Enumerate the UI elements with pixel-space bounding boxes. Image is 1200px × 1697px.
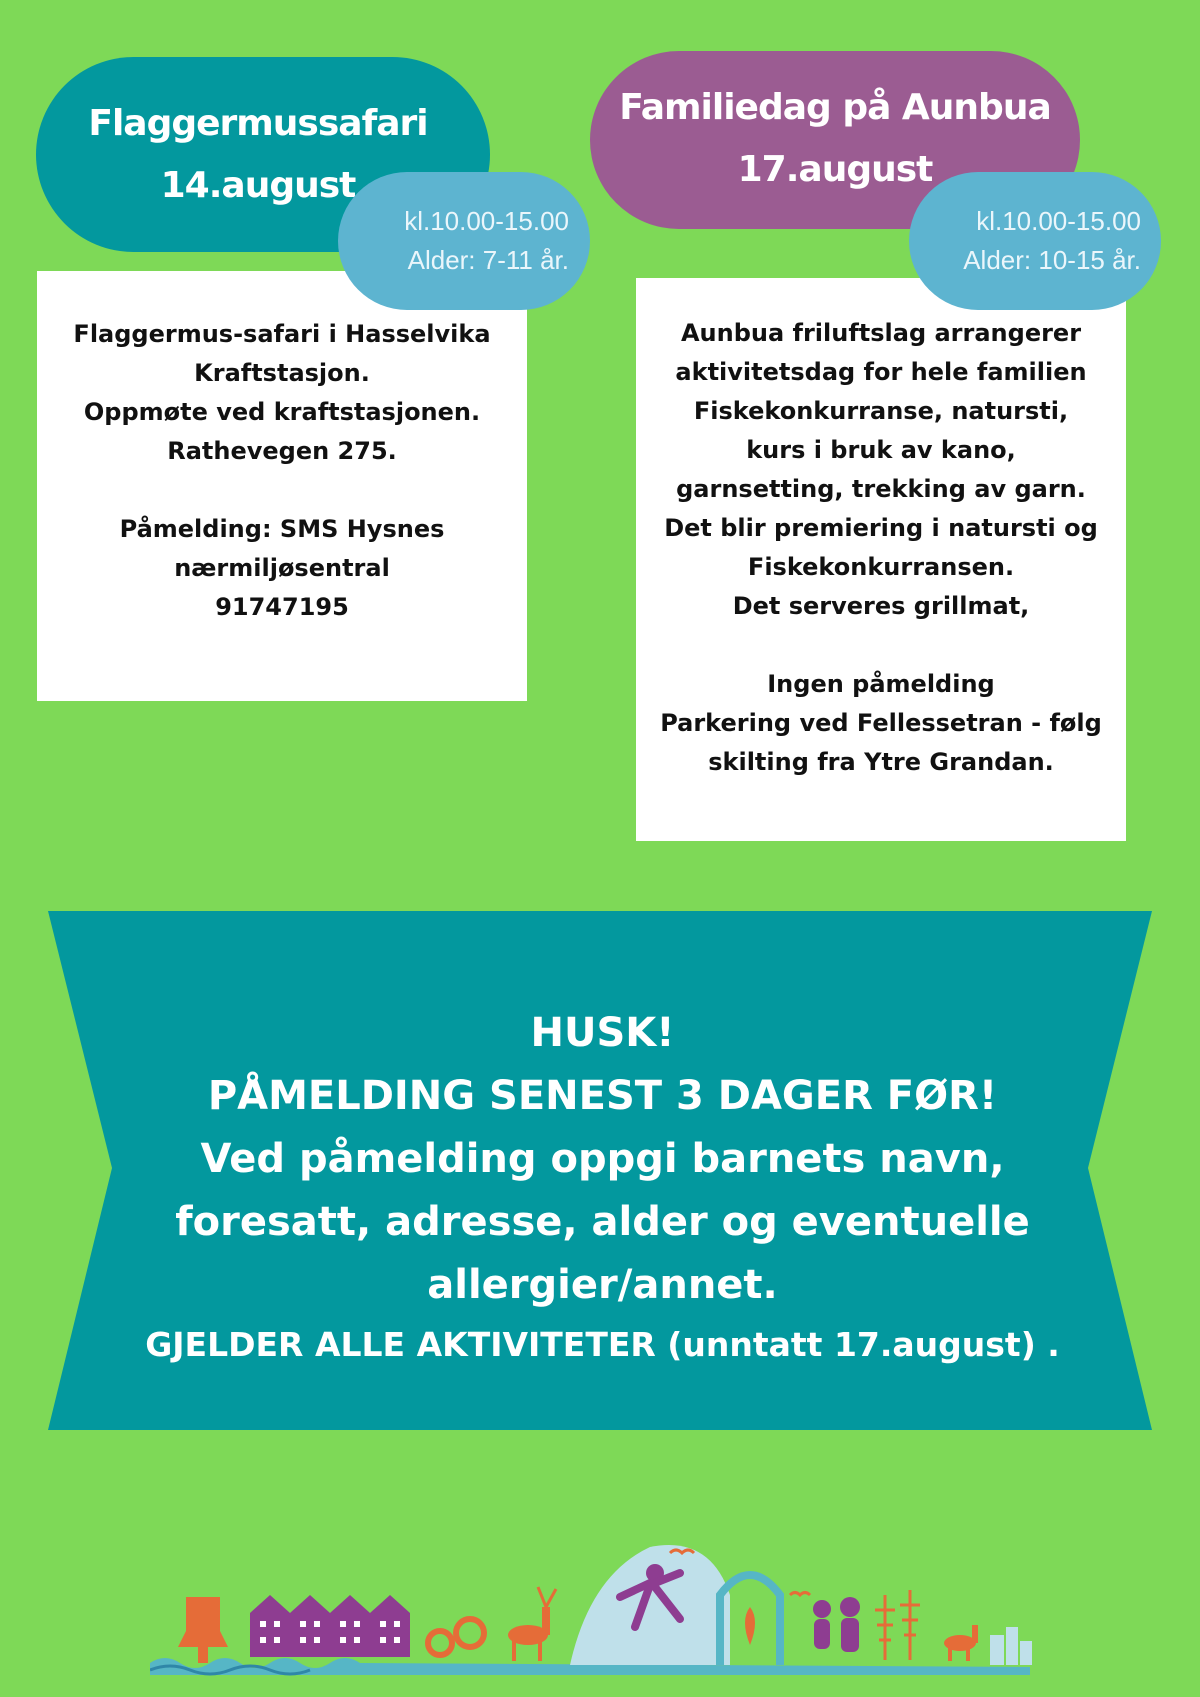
- community-skyline-illustration: [150, 1535, 1050, 1680]
- event-1-desc-line: Rathevegen 275.: [167, 437, 397, 465]
- event-2-desc-line: Aunbua friluftslag arrangerer: [680, 319, 1082, 347]
- children-icon: [813, 1597, 860, 1652]
- event-2-desc-line: aktivitetsdag for hele familien: [675, 358, 1087, 386]
- event-2-time: kl.10.00-15.00: [976, 206, 1141, 236]
- trees-icon: [875, 1590, 920, 1660]
- reminder-banner: [110, 1002, 1095, 1373]
- event-2-desc-line: Parkering ved Fellessetran - følg: [660, 709, 1102, 737]
- event-2-desc-line: Ingen påmelding: [767, 670, 995, 698]
- banner-note: GJELDER ALLE AKTIVITETER (unntatt 17.august) .: [145, 1325, 1060, 1364]
- city-icon: [990, 1627, 1032, 1665]
- goat-icon: [944, 1625, 978, 1661]
- banner-instructions: Ved påmelding oppgi barnets navn,: [200, 1136, 1005, 1182]
- event-1-title-name: Flaggermussafari: [88, 102, 428, 144]
- banner-instructions: foresatt, adresse, alder og eventuelle: [175, 1199, 1030, 1245]
- banner-deadline: PÅMELDING SENEST 3 DAGER FØR!: [207, 1073, 998, 1119]
- event-1-desc-line: Påmelding: SMS Hysnes: [119, 515, 445, 543]
- event-2-desc-line: Fiskekonkurransen.: [747, 553, 1015, 581]
- event-2-desc-line: Det blir premiering i natursti og: [664, 514, 1098, 542]
- event-1-desc-line: nærmiljøsentral: [174, 554, 390, 582]
- event-2-age: Alder: 10-15 år.: [963, 245, 1141, 275]
- event-1-age: Alder: 7-11 år.: [407, 245, 569, 275]
- event-2-desc-line: kurs i bruk av kano,: [746, 436, 1016, 464]
- event-1-desc-line: Flaggermus-safari i Hasselvika: [73, 320, 491, 348]
- event-2-desc-line: Fiskekonkurranse, natursti,: [693, 397, 1069, 425]
- event-1-title-date: 14.august: [160, 164, 356, 206]
- gears-icon: [428, 1619, 484, 1655]
- banner-instructions: allergier/annet.: [427, 1262, 778, 1308]
- event-1-time: kl.10.00-15.00: [404, 206, 569, 236]
- event-2-title-name: Familiedag på Aunbua: [619, 87, 1051, 128]
- event-2-title-date: 17.august: [737, 149, 933, 190]
- event-1-desc-line: 91747195: [215, 593, 349, 621]
- event-2-desc-line: garnsetting, trekking av garn.: [676, 475, 1086, 503]
- event-1-desc-line: Oppmøte ved kraftstasjonen.: [83, 398, 481, 426]
- banner-heading: HUSK!: [530, 1010, 675, 1056]
- orange-figure-icon: [178, 1597, 228, 1663]
- event-1-desc-line: Kraftstasjon.: [194, 359, 370, 387]
- event-2-desc-line: skilting fra Ytre Grandan.: [708, 748, 1054, 776]
- event-2-desc-line: Det serveres grillmat,: [732, 592, 1030, 620]
- deer-icon: [508, 1587, 556, 1661]
